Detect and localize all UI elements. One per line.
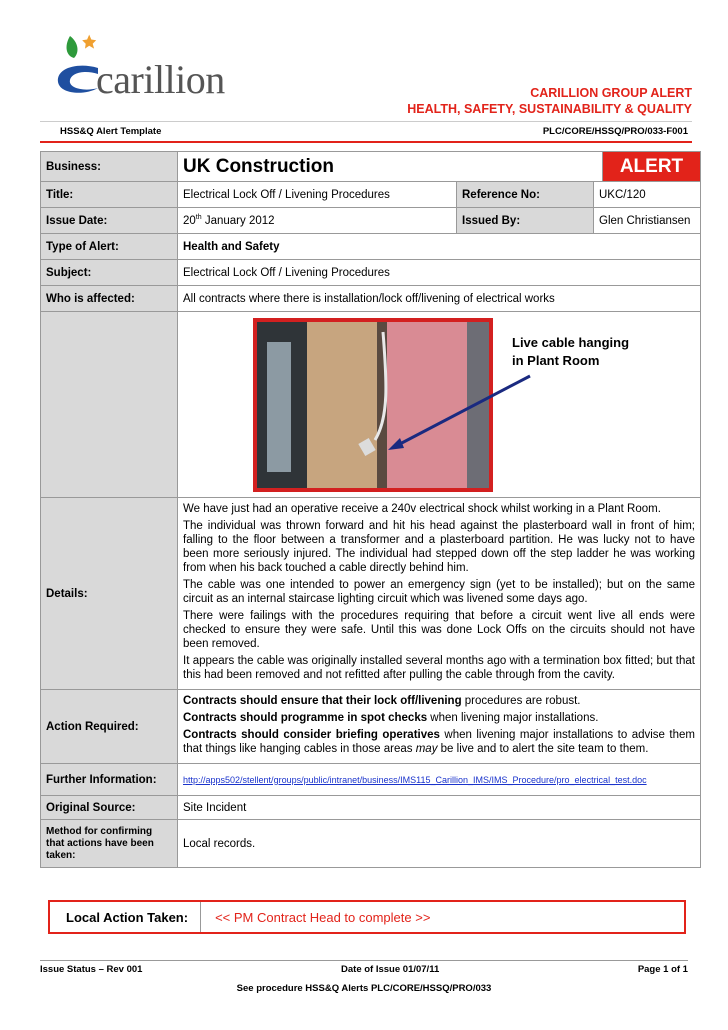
local-action-value[interactable]: << PM Contract Head to complete >> <box>215 909 431 925</box>
footer <box>40 960 688 994</box>
local-action-box <box>48 900 686 934</box>
issued-by-value: Glen Christiansen <box>594 208 701 234</box>
issued-by-label: Issued By: <box>457 208 594 234</box>
issue-day-suffix: th <box>195 214 202 222</box>
details-paragraph: We have just had an operative receive a 240v electrical shock whilst working in a Plant Room. <box>183 503 661 515</box>
reference-label: Reference No: <box>457 182 594 208</box>
issue-date-label: Issue Date: <box>41 208 178 234</box>
original-source-value: Site Incident <box>178 796 701 820</box>
method-value: Local records. <box>178 820 701 868</box>
photo-label-cell <box>41 312 178 498</box>
title-label: Title: <box>41 182 178 208</box>
subject-value: Electrical Lock Off / Livening Procedures <box>178 260 701 286</box>
action-item: Contracts should programme in spot checks when livening major installations. <box>183 712 599 724</box>
alert-title-line2: HEALTH, SAFETY, SUSTAINABILITY & QUALITY <box>407 102 692 116</box>
action-item: Contracts should consider briefing operatives when livening major installations to advise them that things like hanging cables in those areas may be live and to alert the site team to them. <box>183 729 695 755</box>
further-information-value <box>178 764 701 796</box>
alert-badge: ALERT <box>603 152 701 182</box>
date-of-issue: Date of Issue 01/07/11 <box>341 964 440 975</box>
procedure-link[interactable]: http://apps502/stellent/groups/public/intranet/business/IMS115_Carillion_IMS/IMS_Procedure/pro_electrical_test.doc <box>183 774 647 785</box>
template-row <box>40 121 692 143</box>
issue-date-value <box>178 208 457 234</box>
details-paragraph: There were failings with the procedures requiring that before a circuit went live all ends were checked to ensure they were safe. Until this was done Lock Offs on the circuits should not have been removed. <box>183 610 695 650</box>
details-value <box>178 498 701 690</box>
alert-table <box>40 151 701 868</box>
business-label: Business: <box>41 152 178 182</box>
method-label: Method for confirming that actions have been taken: <box>41 820 178 868</box>
action-item: Contracts should ensure that their lock off/livening procedures are robust. <box>183 695 581 707</box>
who-affected-value: All contracts where there is installation/lock off/livening of electrical works <box>178 286 701 312</box>
callout-arrow-icon <box>178 312 702 497</box>
details-label: Details: <box>41 498 178 690</box>
details-paragraph: The individual was thrown forward and hit his head against the plasterboard wall in front of him; falling to the floor between a transformer and a plasterboard partition. He was lucky not to have been more seriously injured. The individual had stepped down off the step ladder he was working from when his back touched a cable directly behind him. <box>183 520 695 574</box>
photo-caption-line2: in Plant Room <box>512 353 600 368</box>
issue-day: 20 <box>183 214 196 227</box>
title-value: Electrical Lock Off / Livening Procedures <box>178 182 457 208</box>
photo-caption-line1: Live cable hanging <box>512 335 630 350</box>
type-label: Type of Alert: <box>41 234 178 260</box>
procedure-reference: See procedure HSS&Q Alerts PLC/CORE/HSSQ/PRO/033 <box>236 983 492 994</box>
photo-cell <box>178 312 701 498</box>
issue-month-year: January 2012 <box>201 214 275 227</box>
reference-value: UKC/120 <box>594 182 701 208</box>
details-paragraph: It appears the cable was originally installed several months ago with a termination box fitted; but that this had been removed and not refitted after pulling the cable through from the cavity. <box>183 655 695 681</box>
who-affected-label: Who is affected: <box>41 286 178 312</box>
page-number: Page 1 of 1 <box>637 964 688 975</box>
alert-title-line1: CARILLION GROUP ALERT <box>530 86 692 100</box>
subject-label: Subject: <box>41 260 178 286</box>
local-action-label: Local Action Taken: <box>50 902 201 932</box>
business-value: UK Construction <box>178 152 603 182</box>
template-code: PLC/CORE/HSSQ/PRO/033-F001 <box>542 126 688 137</box>
action-required-value <box>178 690 701 764</box>
alert-title <box>407 85 692 117</box>
further-information-label: Further Information: <box>41 764 178 796</box>
issue-status: Issue Status – Rev 001 <box>40 964 143 975</box>
original-source-label: Original Source: <box>41 796 178 820</box>
template-name: HSS&Q Alert Template <box>60 126 162 137</box>
action-required-label: Action Required: <box>41 690 178 764</box>
details-paragraph: The cable was one intended to power an emergency sign (yet to be installed); but on the same circuit as an internal staircase lighting circuit which was livened some days ago. <box>183 579 695 605</box>
type-value: Health and Safety <box>178 234 701 260</box>
brand-name: carillion <box>96 57 225 102</box>
